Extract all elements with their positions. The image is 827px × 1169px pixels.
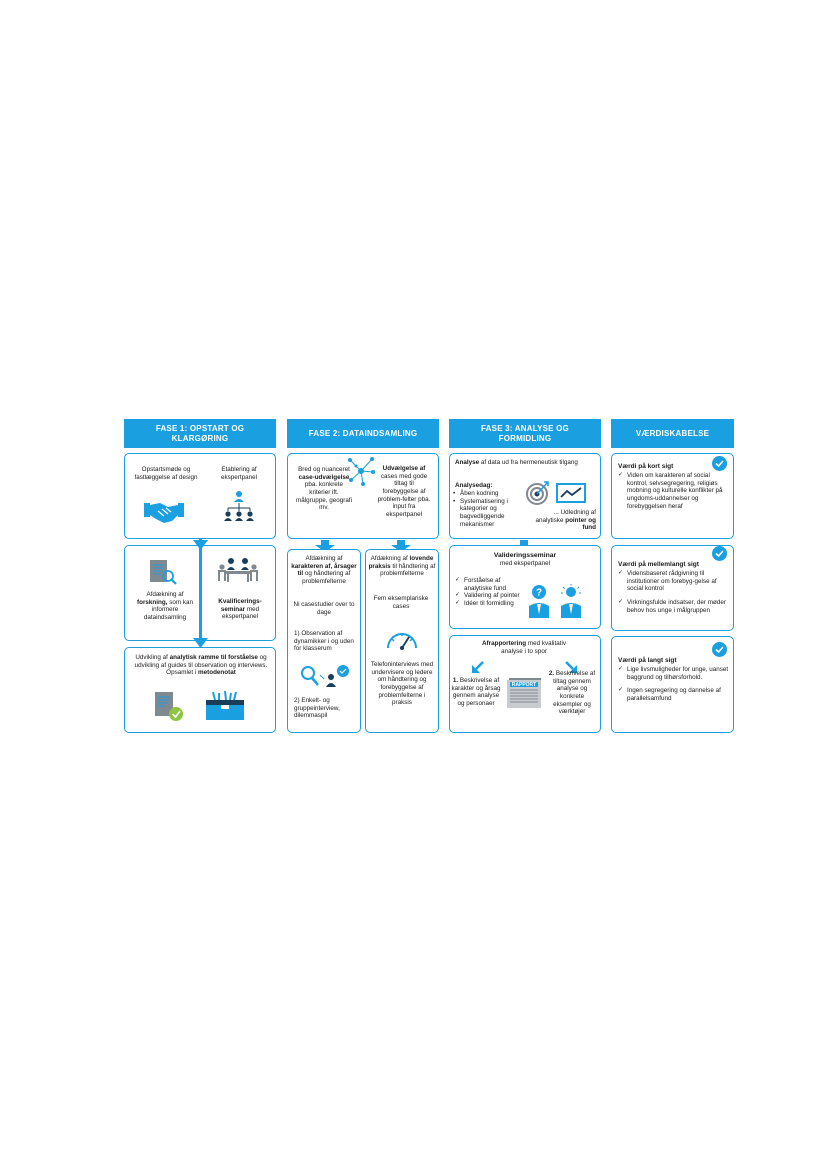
qualification-post: med ekspertpanel [221, 605, 260, 621]
analysis-p2: ... Udledning af analytiske [535, 509, 596, 524]
value-long-item-1: ✓ Lige livsmuligheder for unge, uanset baggrund og tilhørsforhold. [618, 666, 730, 681]
research-pre: Afdækning af [146, 591, 184, 598]
phase1-connector-line [199, 539, 202, 642]
value-mid-check-icon [712, 546, 727, 561]
character-text-2: Ni casestudier over to dage [293, 601, 355, 616]
analysis-bullet-2: • Systematisering i kategorier og bagvedliggende mekanismer [452, 498, 518, 529]
practice-p1: Afdækning af [370, 555, 408, 562]
analysis-b1: Analyse [455, 459, 480, 466]
case-selection-p2: pba. konkrete kriterier ift. målgruppe, geografi mv. [296, 481, 353, 512]
framework-text [134, 654, 268, 677]
observation-icon [298, 665, 350, 691]
report-arrow-left [472, 661, 484, 673]
analysis-bullet-1: • Åben kodning [452, 490, 518, 498]
framework-p1: Udvikling af [135, 654, 168, 661]
analysis-day-list [452, 490, 518, 528]
report-left-b: 1. [452, 677, 459, 684]
analysis-text-1 [455, 459, 595, 467]
document-search-icon [150, 560, 178, 586]
gauge-icon [385, 627, 419, 651]
analysis-day-title: Analysedag: [455, 482, 493, 489]
practice-text-2: Fem eksemplariske cases [373, 595, 429, 610]
report-right-b: 2. [548, 670, 555, 677]
report-right-p: Beskrivelse af tiltag gennem analyse og konkrete eksempler og værktøjer [553, 670, 596, 716]
report-icon-label: RAPPORT [511, 682, 537, 688]
network-icon [346, 456, 376, 486]
character-text-1 [291, 555, 357, 586]
value-header [611, 419, 734, 448]
chart-presentation-icon [556, 483, 586, 505]
qualification-bold: Kvalificerings-seminar [218, 598, 262, 613]
target-icon [524, 479, 550, 505]
org-chart-icon [222, 490, 256, 524]
validation-checks [455, 577, 521, 608]
value-mid-title: Værdi på mellemlangt sigt [618, 561, 699, 568]
expert-panel-text: Etablering af ekspertpanel [220, 466, 258, 481]
value-long-title: Værdi på langt sigt [618, 657, 677, 664]
report-left-text [451, 677, 501, 708]
validation-check-1: ✓ Forståelse af analytiske fund [455, 577, 521, 592]
validation-b1: Valideringsseminar [493, 552, 557, 559]
phase1-title: FASE 1: OPSTART OG KLARGØRING [155, 424, 245, 443]
case-selection-b1: case-udvælgelse [298, 473, 350, 481]
validation-title [455, 552, 595, 568]
report-right-text [545, 670, 599, 716]
meeting-icon [218, 557, 258, 585]
analysis-p1: af data ud fra hermeneutisk tilgang [480, 459, 578, 466]
character-text-3: 1) Observation af dynamikker i og uden for klasserum [294, 630, 354, 653]
case-selection-p1: Bred og nuanceret [298, 466, 350, 473]
value-short-check-icon [712, 456, 727, 471]
case-selection-text [296, 466, 352, 512]
value-short-title: Værdi på kort sigt [618, 463, 674, 470]
value-short-item-1: ✓ Viden om karakteren af social kontrol, selvsegregering, religiøs mobning og kulturelle konflikter på ungdoms-uddannelser og forebyggelsen heraf [618, 472, 728, 510]
phase2-header [287, 419, 439, 448]
value-mid-list [618, 570, 730, 614]
framework-b1: analytisk ramme til forståelse [169, 654, 258, 661]
report-b1: Afrapportering [482, 640, 527, 647]
character-text-4: 2) Enkelt- og gruppeinterview, dilemmaspil [294, 697, 340, 720]
idea-person-icon [558, 584, 584, 620]
validation-p1: med ekspertpanel [499, 560, 551, 568]
phase1-arrow-1 [193, 540, 208, 550]
character-p1: Afdækning af [305, 555, 343, 562]
question-person-icon [526, 584, 552, 620]
research-bold: forskning, [137, 598, 168, 606]
validation-check-2: ✓ Validering af pointer [455, 592, 521, 600]
value-mid-item-2: ✓ Virkningsfulde indsatser, der møder behov hos unge i målgruppen [618, 599, 730, 614]
handshake-icon [144, 499, 184, 525]
practice-text-1 [368, 555, 436, 578]
phase3-title: FASE 3: ANALYSE OG FORMIDLING [481, 424, 569, 443]
case-choice-text [376, 465, 432, 519]
phase1-header [124, 419, 276, 448]
value-long-check-icon [712, 642, 727, 657]
case-choice-p1: cases med gode tiltag til forebyggelse af problem-felter pba. input fra ekspertpanel [377, 472, 431, 519]
validation-check-3: ✓ Idéer til formidling [455, 600, 521, 608]
value-long-item-2: ✓ Ingen segregering og dannelse af parallelsamfund [618, 687, 730, 702]
toolbox-icon [205, 690, 245, 722]
analysis-text-2 [524, 509, 596, 532]
character-p2: og håndtering af problemfelterne [302, 570, 351, 586]
value-short-list [618, 472, 728, 510]
framework-p2: og udvikling af guides til observation og interviews. Opsamlet i [134, 654, 268, 677]
analysis-b3: pointer og fund [565, 516, 596, 532]
value-title: VÆRDISKABELSE [635, 428, 710, 438]
svg-text:?: ? [535, 587, 543, 599]
practice-text-3: Telefoninterviews med undervisere og ledere om håndtering og forebyggelse af problemfelterne i praksis [370, 661, 434, 707]
report-title [472, 640, 576, 655]
value-long-list [618, 666, 730, 703]
research-text [136, 591, 194, 622]
qualification-text [208, 598, 272, 621]
phase3-header [449, 419, 601, 448]
report-left-p: Beskrivelse af karakter og årsag gennem analyse og personaer [451, 677, 501, 708]
document-check-icon [155, 692, 185, 722]
phase2-title: FASE 2: DATAINDSAMLING [308, 428, 418, 438]
case-choice-b1: Udvælgelse af [382, 465, 426, 472]
phase1-arrow-2 [193, 638, 208, 648]
character-b1: karakteren af, årsager til [291, 562, 357, 578]
research-post: som kan informere dataindsamling [143, 598, 193, 622]
practice-b1: lovende praksis [368, 555, 434, 570]
practice-p2: til håndtering af problemfelterne [380, 562, 436, 578]
framework-b2: metodenotat [198, 669, 236, 677]
startup-text: Opstartsmøde og fastlæggelse af design [134, 466, 198, 481]
report-p1: med kvalitativ analyse i to spor [501, 640, 566, 655]
value-mid-item-1: ✓ Vidensbaseret rådgivning til institutioner om forebyg-gelse af social kontrol [618, 570, 730, 593]
